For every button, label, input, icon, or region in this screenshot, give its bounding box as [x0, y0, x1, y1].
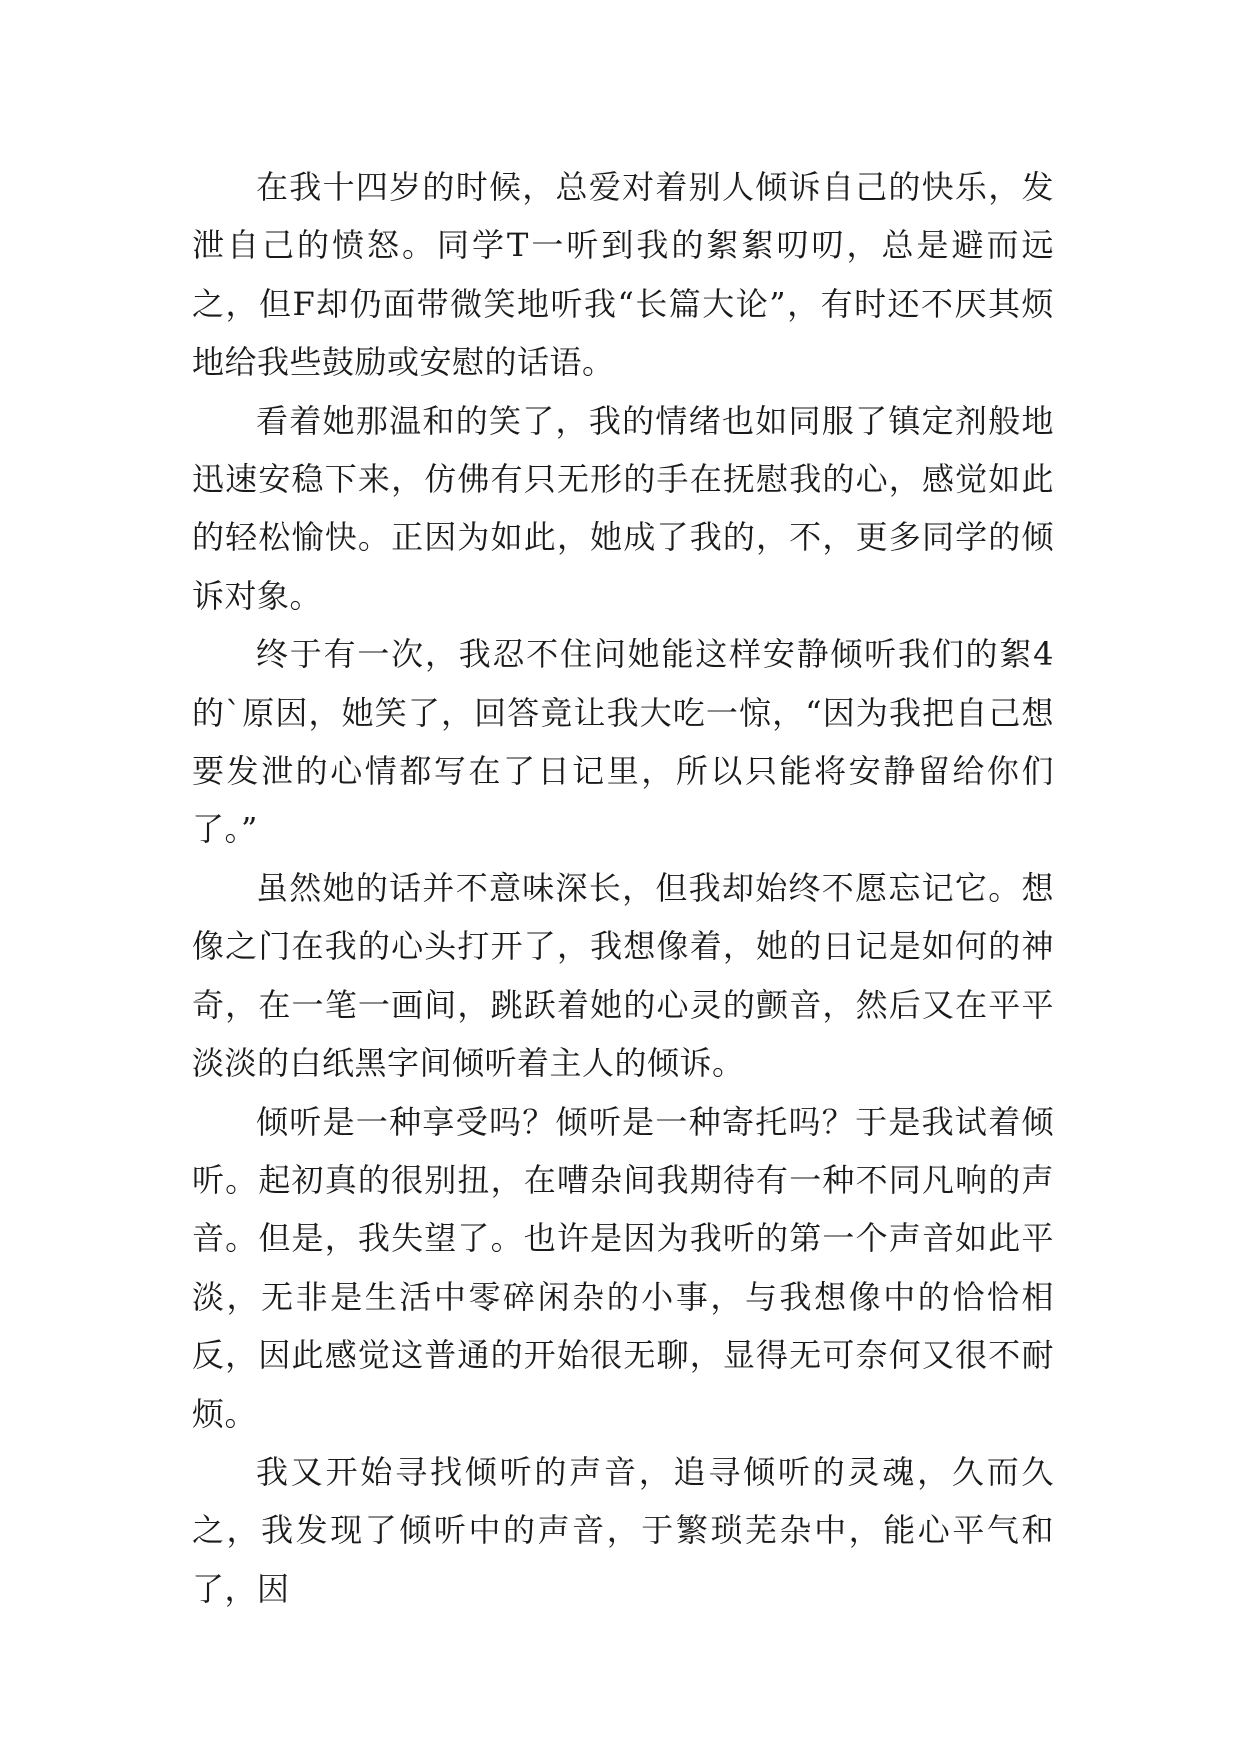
- paragraph-2: 看着她那温和的笑了，我的情绪也如同服了镇定剂般地迅速安稳下来，仿佛有只无形的手在抚慰我的心，感觉如此的轻松愉快。正因为如此，她成了我的，不，更多同学的倾诉对象。: [192, 401, 1054, 615]
- paragraph-1: 在我十四岁的时候，总爱对着别人倾诉自己的快乐，发泄自己的愤怒。同学T一听到我的絮絮叨叨，总是避而远之，但F却仍面带微笑地听我“长篇大论”，有时还不厌其烦地给我些鼓励或安慰的话语。: [192, 168, 1054, 382]
- paragraph-3: 终于有一次，我忍不住问她能这样安静倾听我们的絮4的`原因，她笑了，回答竟让我大吃一惊，“因为我把自己想要发泄的心情都写在了日记里，所以只能将安静留给你们了。”: [192, 635, 1054, 849]
- paragraph-5: 倾听是一种享受吗？倾听是一种寄托吗？于是我试着倾听。起初真的很别扭，在嘈杂间我期待有一种不同凡响的声音。但是，我失望了。也许是因为我听的第一个声音如此平淡，无非是生活中零碎闲杂的小事，与我想像中的恰恰相反，因此感觉这普通的开始很无聊，显得无可奈何又很不耐烦。: [192, 1102, 1054, 1433]
- document-body: [192, 158, 1054, 1618]
- paragraph-4: 虽然她的话并不意味深长，但我却始终不愿忘记它。想像之门在我的心头打开了，我想像着，她的日记是如何的神奇，在一笔一画间，跳跃着她的心灵的颤音，然后又在平平淡淡的白纸黑字间倾听着主人的倾诉。: [192, 868, 1054, 1083]
- paragraph-6: 我又开始寻找倾听的声音，追寻倾听的灵魂，久而久之，我发现了倾听中的声音，于繁琐芜杂中，能心平气和了，因: [192, 1452, 1054, 1608]
